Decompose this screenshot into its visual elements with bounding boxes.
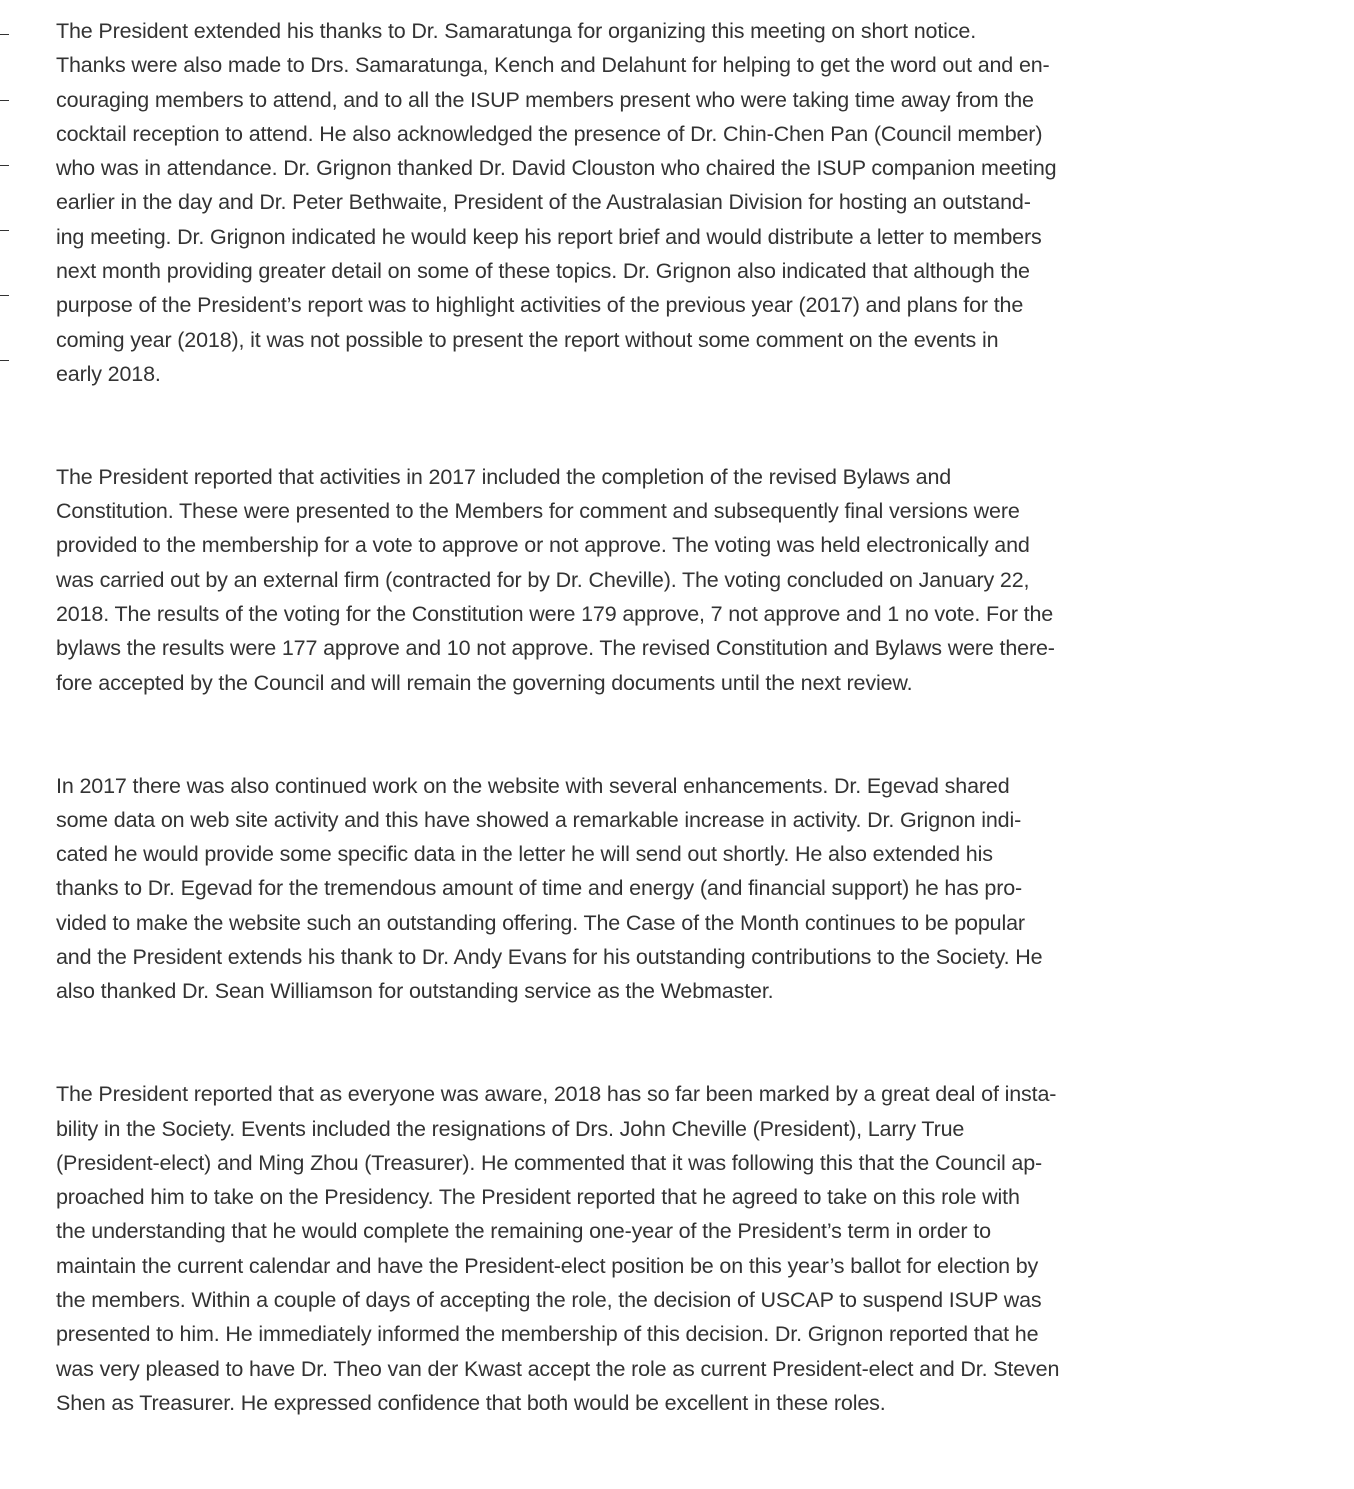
text-line: purpose of the President’s report was to highlight activities of the previous year (2017) and plans for the (56, 293, 1024, 318)
text-line: thanks to Dr. Egevad for the tremendous amount of time and energy (and financial support) he has pro- (56, 876, 1023, 901)
paragraph-opening-thanks (56, 14, 1256, 391)
paragraph-bylaws-constitution (56, 460, 1256, 700)
text-line: some data on web site activity and this have showed a remarkable increase in activity. Dr. Grignon indi- (56, 807, 1022, 832)
text-line: vided to make the website such an outstanding offering. The Case of the Month continues to be popular (56, 910, 1025, 935)
text-line: the understanding that he would complete the remaining one-year of the President’s term in order to (56, 1219, 991, 1244)
text-line: presented to him. He immediately informed the membership of this decision. Dr. Grignon reported that he (56, 1322, 1039, 1347)
paragraph-website (56, 769, 1256, 1009)
margin-mark (0, 34, 9, 35)
margin-mark (0, 295, 9, 296)
text-line: cocktail reception to attend. He also acknowledged the presence of Dr. Chin-Chen Pan (Council member) (56, 121, 1043, 146)
paragraph-instability-2018 (56, 1077, 1256, 1420)
text-line: Shen as Treasurer. He expressed confidence that both would be excellent in these roles. (56, 1390, 886, 1415)
text-line: also thanked Dr. Sean Williamson for outstanding service as the Webmaster. (56, 979, 774, 1004)
margin-mark (0, 230, 9, 231)
text-line: provided to the membership for a vote to approve or not approve. The voting was held electronically and (56, 533, 1030, 558)
text-line: and the President extends his thank to Dr. Andy Evans for his outstanding contributions to the Society. He (56, 945, 1043, 970)
text-line: The President reported that as everyone was aware, 2018 has so far been marked by a great deal of insta- (56, 1082, 1057, 1107)
text-line: was carried out by an external firm (contracted for by Dr. Cheville). The voting concluded on January 22, (56, 567, 1030, 592)
text-line: earlier in the day and Dr. Peter Bethwaite, President of the Australasian Division for hosting an outstand- (56, 190, 1031, 215)
margin-mark (0, 165, 9, 166)
text-line: The President extended his thanks to Dr. Samaratunga for organizing this meeting on short notice. (56, 19, 977, 43)
text-line: bylaws the results were 177 approve and 10 not approve. The revised Constitution and Bylaws were there- (56, 636, 1055, 661)
text-line: fore accepted by the Council and will remain the governing documents until the next review. (56, 670, 913, 695)
text-line: who was in attendance. Dr. Grignon thanked Dr. David Clouston who chaired the ISUP companion meeting (56, 156, 1057, 181)
margin-mark (0, 100, 9, 101)
text-line: 2018. The results of the voting for the Constitution were 179 approve, 7 not approve and 1 no vote. For the (56, 602, 1054, 627)
text-line: was very pleased to have Dr. Theo van der Kwast accept the role as current President-elect and Dr. Steven (56, 1356, 1060, 1381)
text-line: Thanks were also made to Drs. Samaratunga, Kench and Delahunt for helping to get the word out and en- (56, 53, 1050, 78)
text-line: proached him to take on the Presidency. The President reported that he agreed to take on this role with (56, 1185, 1020, 1210)
text-line: ing meeting. Dr. Grignon indicated he would keep his report brief and would distribute a letter to members (56, 224, 1042, 249)
text-line: bility in the Society. Events included the resignations of Drs. John Cheville (President), Larry True (56, 1116, 965, 1141)
text-line: The President reported that activities in 2017 included the completion of the revised Bylaws and (56, 464, 952, 489)
text-line: next month providing greater detail on some of these topics. Dr. Grignon also indicated that although the (56, 259, 1030, 284)
text-line: early 2018. (56, 361, 161, 386)
report-body (56, 14, 1256, 1489)
text-line: maintain the current calendar and have the President-elect position be on this year’s ballot for election by (56, 1253, 1039, 1278)
text-line: In 2017 there was also continued work on the website with several enhancements. Dr. Egevad shared (56, 773, 1010, 798)
text-line: (President-elect) and Ming Zhou (Treasurer). He commented that it was following this that the Council ap- (56, 1150, 1043, 1175)
margin-mark (0, 360, 9, 361)
text-line: Constitution. These were presented to the Members for comment and subsequently final versions were (56, 499, 1020, 524)
text-line: cated he would provide some specific data in the letter he will send out shortly. He also extended his (56, 842, 993, 867)
text-line: couraging members to attend, and to all the ISUP members present who were taking time away from the (56, 87, 1034, 112)
text-line: the members. Within a couple of days of accepting the role, the decision of USCAP to suspend ISUP was (56, 1287, 1042, 1312)
text-line: coming year (2018), it was not possible to present the report without some comment on the events in (56, 327, 999, 352)
